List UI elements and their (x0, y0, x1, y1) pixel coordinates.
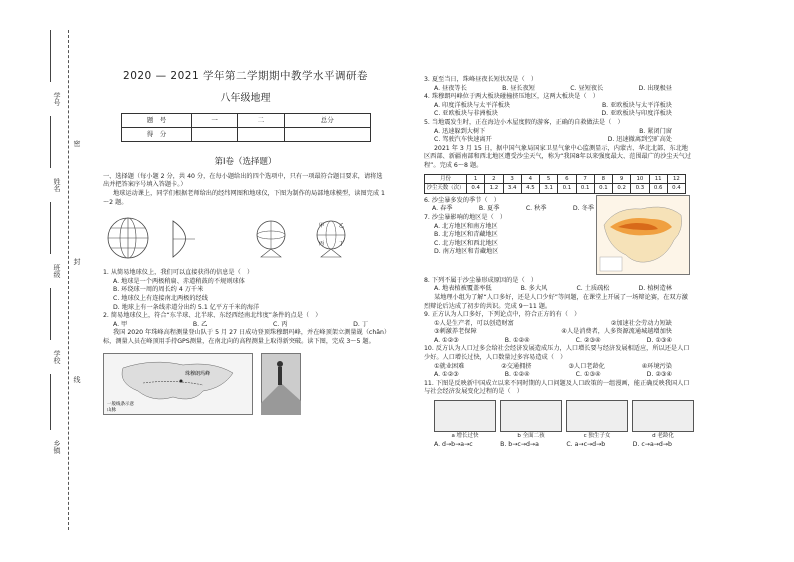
q2-option-a[interactable]: A. 甲 (113, 320, 128, 328)
q5-options-row2 (424, 136, 692, 145)
q7-option-c[interactable]: C. 北方地区和西北地区 (434, 239, 498, 247)
summit-photo (261, 353, 301, 415)
q9-statement-4: ④人是消费者，人多资源流通城越增加快 (561, 328, 672, 336)
map-label-everest: 珠穆朗玛峰 (185, 370, 211, 377)
q5-option-b[interactable]: B. 紧闭门窗 (639, 127, 672, 135)
q6-option-d[interactable]: D. 冬季 (572, 205, 594, 213)
score-cell: 一 (192, 114, 238, 128)
q9-statement-3: ③刺激养老保障 (434, 328, 477, 336)
dust-table-month: 3 (503, 174, 521, 184)
class-line[interactable] (50, 202, 51, 254)
instructions: 一、选择题（每小题 2 分，共 40 分，在每小题给出的四个选项中，只有一项最符合题目要求，请将选出并把答案序号填入答题卡。） (103, 172, 383, 189)
q11-stem: 11. 下图是反映新中国成立以来不同时期的人口问题及人口政策的一组漫画，能正确反映我国人口与社会经济发展变化过程的是（ ） (424, 379, 690, 396)
q3-option-c[interactable]: C. 昼短夜长 (570, 84, 604, 92)
q8-option-c[interactable]: C. 土质疏松 (576, 285, 610, 293)
passage-4: 某地理小组为了解“人口多好，还是人口少好”等问题，在课堂上开展了一场辩论赛，在双方激烈辩论后达成了初步的共识。完成 9～11 题。 (424, 293, 688, 310)
q7-option-b[interactable]: B. 北方地区和青藏地区 (434, 231, 498, 239)
q7-option-a[interactable]: A. 北方地区和南方地区 (434, 222, 498, 230)
field-label-student-id: 学号 (53, 92, 61, 106)
seal-dashed-line (68, 30, 69, 530)
q4-options-row2 (424, 110, 692, 119)
dust-table-month: 7 (576, 174, 594, 184)
score-cell: 得 分 (122, 128, 192, 142)
q4-option-b[interactable]: B. 亚欧板块与太平洋板块 (601, 101, 672, 109)
q1-stem: 1. 从简易地球仪上，我们可以直接获得的信息是（ ） (103, 269, 254, 277)
dust-table-value: 4.5 (521, 184, 539, 194)
q4-option-c[interactable]: C. 亚欧板块与非洲板块 (434, 110, 498, 118)
q8-options (424, 285, 692, 294)
q4-option-d[interactable]: D. 亚欧板块与印度洋板块 (601, 110, 672, 118)
q6-option-c[interactable]: C. 秋季 (525, 205, 547, 213)
q8-option-b[interactable]: B. 多大风 (520, 285, 548, 293)
dust-table-month: 2 (485, 174, 503, 184)
q1-option-c[interactable]: C. 地球仪上有连接南北两极的经线 (113, 294, 208, 302)
q10-option-b[interactable]: B. ①②④ (504, 371, 530, 379)
q5-stem: 5. 当地震发生时，正在海边小木屋度假的游客，正确的自救做法是（ ） (424, 118, 624, 126)
asia-map-figure (103, 353, 253, 415)
q1-option-b[interactable]: B. 环绕球一周的周长约 4 万千米 (113, 286, 204, 294)
dust-table-month: 12 (667, 174, 685, 184)
left-column (103, 72, 388, 421)
q10-stem: 10. 反方认为人口过多会给社会经济发展造成压力，人口增长要与经济发展相适应，所以还是人口少好。人口增长过快，人口数量过多容易造成（ ） (424, 345, 690, 362)
q10-options (424, 371, 692, 380)
q9-option-a[interactable]: A. ①②③ (434, 336, 459, 344)
point-label-bing: 丙 (319, 241, 325, 248)
q11-option-b[interactable]: B. b→c→d→a (500, 440, 539, 448)
dust-table-header: 沙尘天数（次） (425, 184, 467, 194)
globe-model-figure (231, 213, 381, 263)
score-cell: 二 (238, 114, 284, 128)
seal-char-feng: 封 (73, 258, 81, 265)
right-column (424, 76, 692, 449)
point-label-yi: 乙 (339, 223, 345, 230)
dust-table-month: 9 (613, 174, 631, 184)
q4-option-a[interactable]: A. 印度洋板块与太平洋板块 (434, 101, 511, 109)
q11-option-a[interactable]: A. d→b→a→c (434, 440, 473, 448)
dust-table-value: 0.3 (631, 184, 649, 194)
binding-margin (0, 0, 92, 562)
q2-stem: 2. 简易地球仪上，符合“东半球、北半球、东经西经南北纬度”条件的点是（ ） (103, 312, 322, 320)
cartoon-a (434, 400, 496, 441)
q5-option-c[interactable]: C. 驾驶汽车快速离开 (434, 136, 492, 144)
q6-option-b[interactable]: B. 夏季 (478, 205, 500, 213)
dust-table-value: 0.6 (649, 184, 667, 194)
q11-option-c[interactable]: C. a→c→d→b (566, 440, 606, 448)
q3-option-b[interactable]: B. 昼长夜短 (502, 84, 535, 92)
population-cartoons (424, 400, 692, 441)
q2-option-d[interactable]: D. 丁 (353, 320, 368, 328)
town-line[interactable] (50, 374, 51, 430)
seal-char-mi: 密 (73, 140, 81, 147)
cartoon-c (566, 400, 628, 441)
q10-option-d[interactable]: D. ②③④ (646, 371, 672, 379)
score-input-cell[interactable] (238, 128, 284, 142)
q10-option-a[interactable]: A. ①②③ (434, 371, 459, 379)
q4-stem: 4. 珠穆朗玛峰位于两大板块碰撞挤压地区，这两大板块是（ ） (424, 93, 599, 101)
q10-option-c[interactable]: C. ①③④ (575, 371, 601, 379)
dust-table-month: 5 (540, 174, 558, 184)
dust-table-month: 4 (521, 174, 539, 184)
dust-table-value: 0.1 (576, 184, 594, 194)
field-label-class: 班级 (53, 264, 61, 278)
cartoon-c-image (566, 400, 628, 432)
section-heading: 第Ⅰ卷（选择题） (214, 157, 277, 168)
q3-option-d[interactable]: D. 出现极昼 (638, 84, 672, 92)
passage-1: 地球运动课上，同学们根据老师给出的经纬网图和地球仪，下图为制作的局部地球模型，读图完成 1～2 题。 (103, 189, 385, 206)
china-dust-map (596, 195, 690, 275)
score-table (121, 113, 371, 142)
passage-2: 我国 2020 年珠峰高程测量登山队于 5 月 27 日成功登顶珠穆朗玛峰，并在峰顶架立测量觇（chān）标，测量人员在峰顶用手持GPS测量，在南北向的高程测量上取得新突破。读下图，完成 3～5 题。 (103, 329, 388, 345)
q8-option-a[interactable]: A. 地表植被覆盖率低 (434, 285, 492, 293)
dust-table-value: 3.4 (503, 184, 521, 194)
score-cell: 总分 (284, 114, 370, 128)
cartoon-c-caption: c 独生子女 (583, 433, 611, 440)
score-cell: 题 号 (122, 114, 192, 128)
everest-figures (103, 353, 388, 415)
dust-table-month: 1 (467, 174, 485, 184)
score-input-cell[interactable] (284, 128, 370, 142)
score-input-cell[interactable] (192, 128, 238, 142)
dust-table-value: 0.1 (558, 184, 576, 194)
q2-option-b[interactable]: B. 乙 (192, 320, 208, 328)
dust-table-value: 1.2 (485, 184, 503, 194)
dust-table-value: 0.2 (613, 184, 631, 194)
dust-table-value: 3.1 (540, 184, 558, 194)
cartoon-a-image (434, 400, 496, 432)
cartoon-d (632, 400, 694, 441)
map-legend-mountain: 山脉 (107, 407, 116, 413)
q3-stem: 3. 夏至当日，珠峰昼夜长短状况是（ ） (424, 76, 538, 83)
cartoon-b-caption: b 全面二孩 (517, 433, 545, 440)
q10-statement-3: ③人口老龄化 (568, 362, 605, 370)
cartoon-b (500, 400, 562, 441)
q7-option-d[interactable]: D. 南方地区和青藏地区 (434, 248, 499, 256)
q6-stem: 6. 沙尘暴多发的季节（ ） (424, 196, 500, 204)
q1-option-d[interactable]: D. 地球上有一条线赤道分出约 5.1 亿平方千米的海洋 (113, 303, 260, 311)
exam-subject: 八年级地理 (220, 92, 271, 104)
field-label-town: 乡镇 (53, 440, 61, 454)
map-legend-line: 一般线条示意 (107, 401, 134, 407)
dust-table-month: 10 (631, 174, 649, 184)
q9-stem: 9. 正方认为人口多好，下列论点中，符合正方的有（ ） (424, 311, 581, 319)
graticule-figure (103, 213, 223, 263)
q5-option-a[interactable]: A. 迅速躲到大树下 (434, 127, 486, 135)
cartoon-d-caption: d 老龄化 (652, 433, 674, 440)
q10-statement-4: ④环境污染 (641, 362, 672, 370)
q9-option-b[interactable]: B. ①②④ (504, 336, 530, 344)
dust-days-table (424, 174, 686, 194)
q8-option-d[interactable]: D. 植树造林 (638, 285, 672, 293)
dust-table-value: 0.4 (467, 184, 485, 194)
cartoon-b-image (500, 400, 562, 432)
q11-options (424, 441, 692, 450)
name-line[interactable] (50, 116, 51, 168)
q5-option-d[interactable]: D. 迅速撤离到空旷高处 (607, 136, 672, 144)
q7-stem: 7. 沙尘暴影响的地区是（ ） (424, 213, 507, 221)
q10-statement-1: ①就业困难 (434, 362, 465, 370)
dust-table-header: 月份 (425, 174, 467, 184)
dust-table-month: 6 (558, 174, 576, 184)
student-id-line[interactable] (50, 30, 51, 82)
dust-questions-block (424, 197, 692, 277)
q9-statement-2: ②加速社会劳动力短缺 (610, 319, 672, 327)
dust-table-value: 0.4 (667, 184, 685, 194)
seal-char-xian: 线 (73, 376, 81, 383)
q11-option-d[interactable]: D. c→a→d→b (632, 440, 672, 448)
field-label-name: 姓名 (53, 178, 61, 192)
q9-statement-1: ①人是生产者，可以创造财富 (434, 319, 514, 327)
exam-title: 2020 — 2021 学年第二学期期中教学水平调研卷 (123, 70, 368, 82)
q6-options (424, 205, 594, 214)
q9-statements-row1 (424, 320, 692, 329)
q3-option-a[interactable]: A. 昼夜等长 (434, 84, 467, 92)
school-line[interactable] (50, 288, 51, 340)
q10-statement-2: ②交通拥挤 (501, 362, 532, 370)
globe-figures (103, 213, 388, 263)
q9-statements-row2 (424, 328, 692, 337)
q9-option-d[interactable]: D. ①③④ (646, 336, 672, 344)
q3-options (424, 85, 692, 94)
q2-option-c[interactable]: C. 丙 (272, 320, 288, 328)
dust-table-month: 8 (594, 174, 612, 184)
q8-stem: 8. 下列不属于沙尘暴形成原因的是（ ） (424, 276, 538, 284)
cartoon-a-caption: a 增长过快 (451, 433, 479, 440)
point-label-jia: 甲 (319, 223, 325, 230)
q5-options-row1 (424, 128, 692, 137)
q6-option-a[interactable]: A. 春季 (432, 205, 453, 213)
q9-option-c[interactable]: C. ②③④ (575, 336, 601, 344)
field-label-school: 学校 (53, 350, 61, 364)
q1-option-a[interactable]: A. 地球是一个两极稍扁、赤道稍鼓的不规则球体 (113, 277, 245, 285)
passage-3: 2021 年 3 月 15 日，据中国气象局国家卫星气象中心监测显示，内蒙古、华北北部、东北地区西部、新疆南部和西北地区遭受沙尘天气，称为“我国8年以来强度最大、范围最广的沙尘天气过程”。完成 6～8 题。 (424, 144, 692, 169)
dust-table-month: 11 (649, 174, 667, 184)
q10-statements (424, 363, 692, 372)
cartoon-d-image (632, 400, 694, 432)
point-label-ding: 丁 (339, 241, 345, 248)
dust-table-value: 0.1 (594, 184, 612, 194)
